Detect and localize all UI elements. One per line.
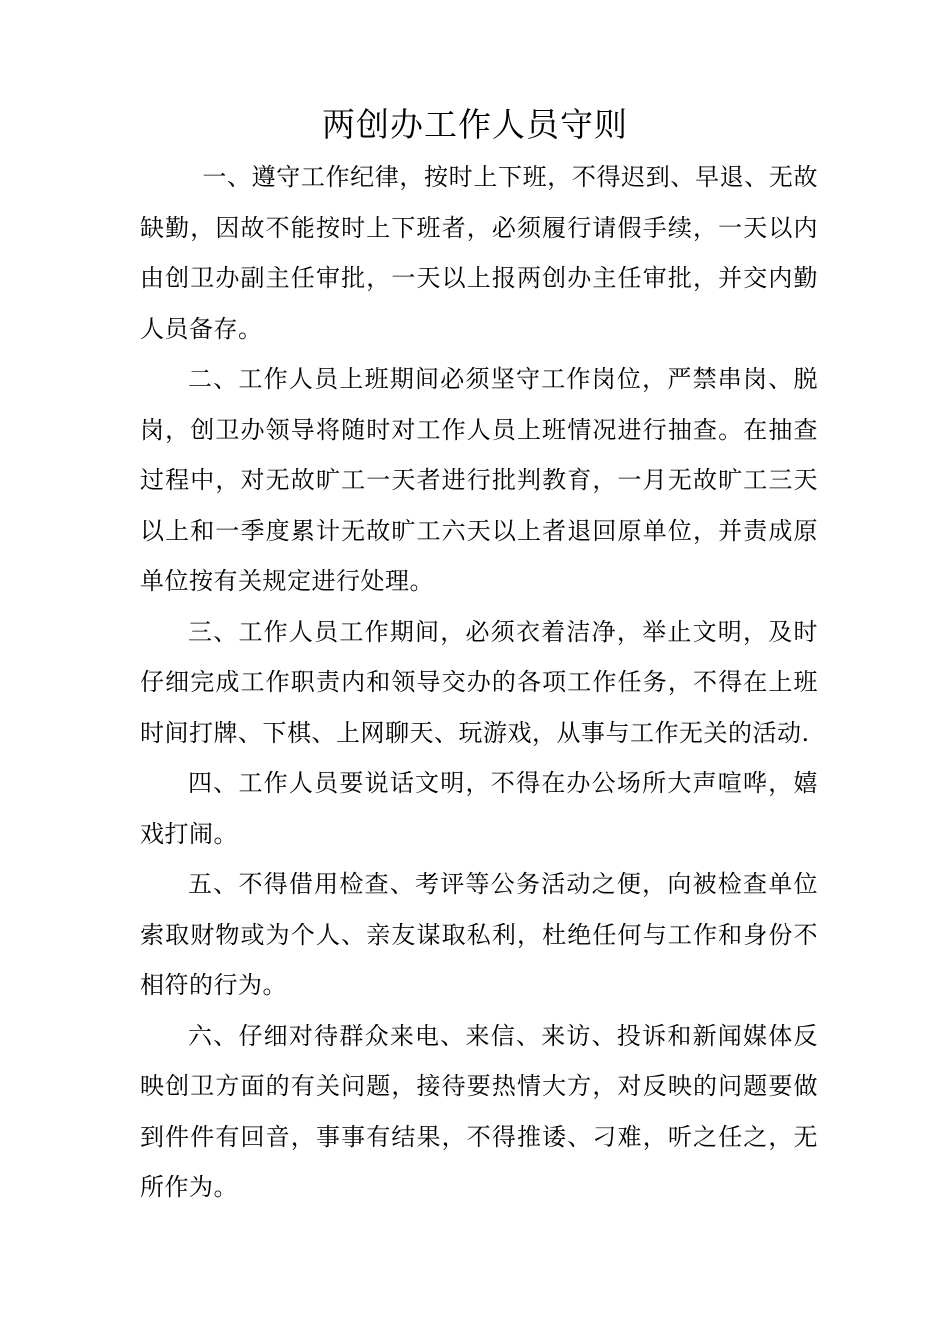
document-title: 两创办工作人员守则 xyxy=(322,105,628,144)
rule-paragraph-3: 三、工作人员工作期间，必须衣着洁净，举止文明，及时仔细完成工作职责内和领导交办的各项工作任务，不得在上班时间打牌、下棋、上网聊天、玩游戏，从事与工作无关的活动. xyxy=(140,617,818,747)
rule-paragraph-4: 四、工作人员要说话文明，不得在办公场所大声喧哗，嬉戏打闹。 xyxy=(140,769,818,848)
rule-paragraph-6: 六、仔细对待群众来电、来信、来访、投诉和新闻媒体反映创卫方面的有关问题，接待要热情大方，对反映的问题要做到件件有回音，事事有结果，不得推诿、刁难，听之任之，无所作为。 xyxy=(140,1021,818,1201)
rule-paragraph-1: 一、遵守工作纪律，按时上下班，不得迟到、早退、无故缺勤，因故不能按时上下班者，必须履行请假手续，一天以内由创卫办副主任审批，一天以上报两创办主任审批，并交内勤人员备存。 xyxy=(140,163,818,343)
rule-paragraph-5: 五、不得借用检查、考评等公务活动之便，向被检查单位索取财物或为个人、亲友谋取私利，杜绝任何与工作和身份不相符的行为。 xyxy=(140,870,818,999)
document-body xyxy=(140,152,818,1213)
rule-paragraph-2: 二、工作人员上班期间必须坚守工作岗位，严禁串岗、脱岗，创卫办领导将随时对工作人员上班情况进行抽查。在抽查过程中，对无故旷工一天者进行批判教育，一月无故旷工三天以上和一季度累计无故旷工六天以上者退回原单位，并责成原单位按有关规定进行处理。 xyxy=(140,365,818,595)
